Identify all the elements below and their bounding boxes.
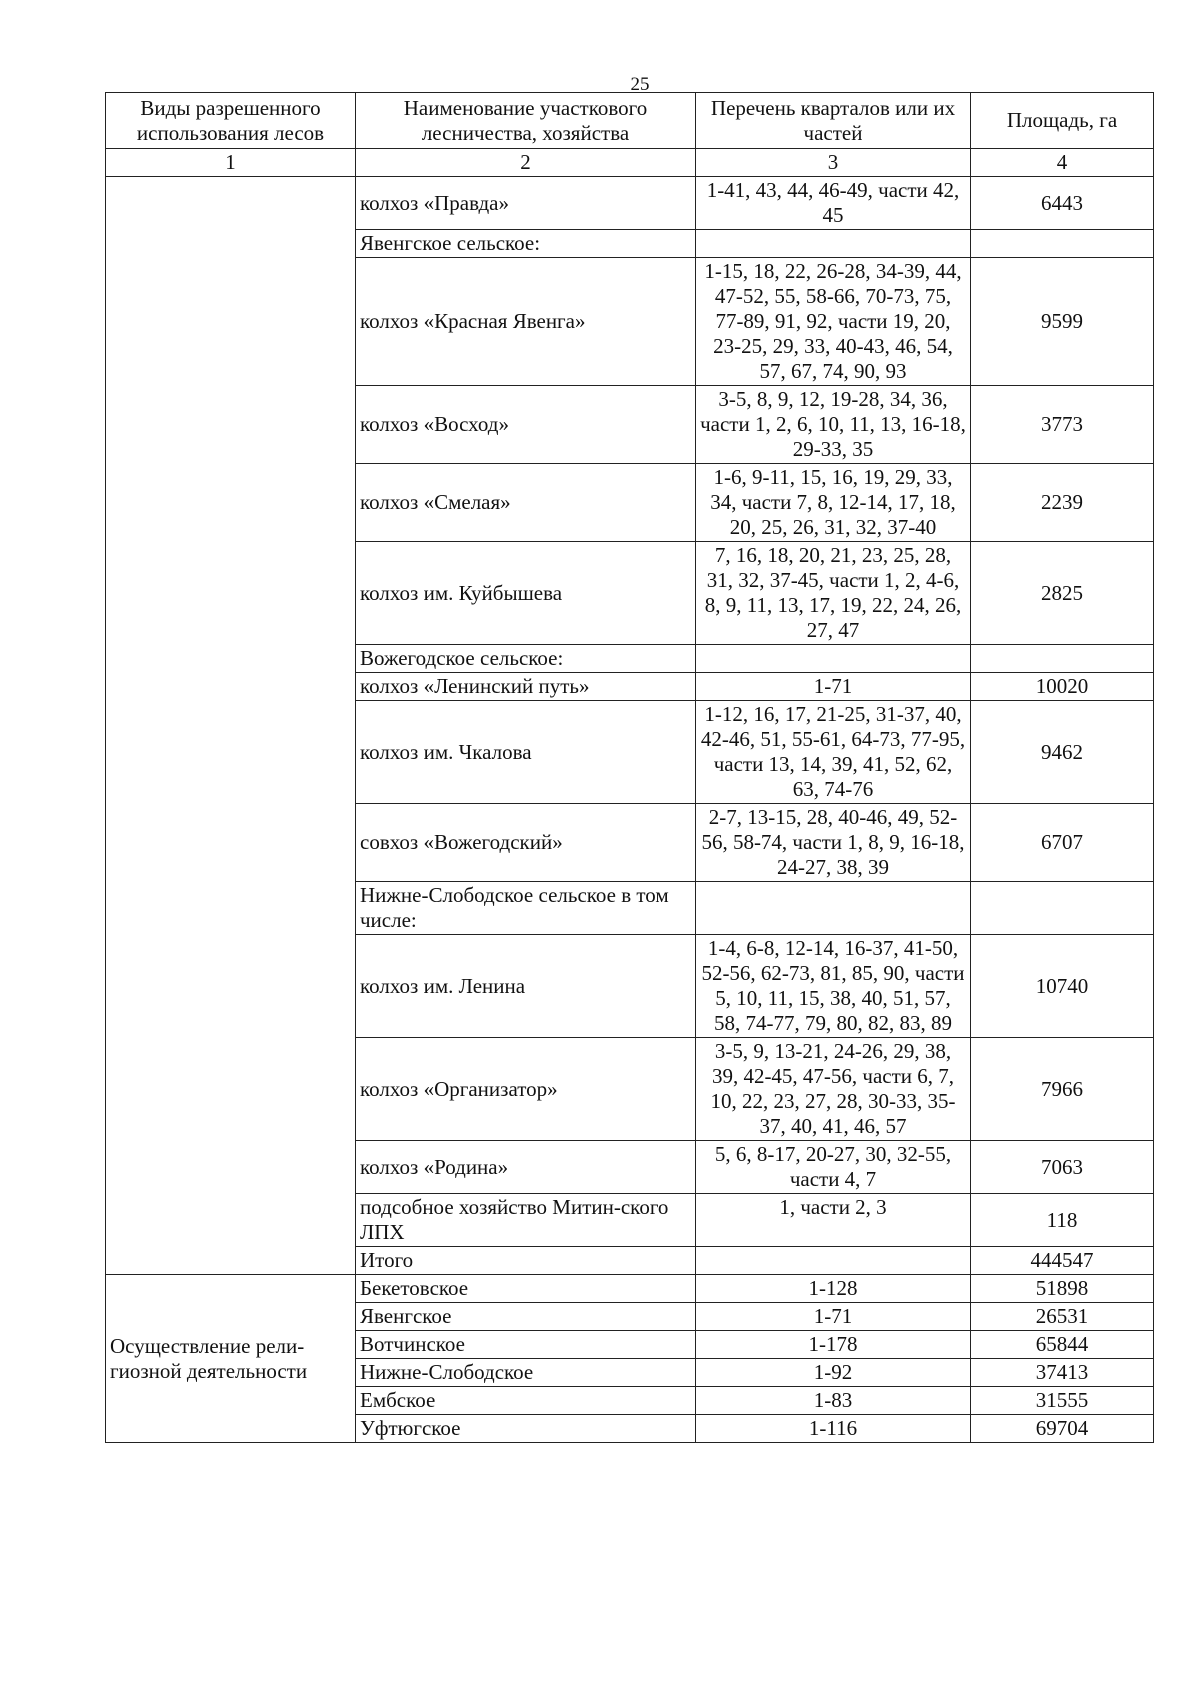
quarters-list: 1-41, 43, 44, 46-49, части 42, 45 xyxy=(696,177,971,230)
forestry-name: подсобное хозяйство Митин-ского ЛПХ xyxy=(356,1194,696,1247)
area-value: 6707 xyxy=(971,804,1154,882)
quarters-list: 1-15, 18, 22, 26-28, 34-39, 44, 47-52, 55, 58-66, 70-73, 75, 77-89, 91, 92, части 19, 20, 23-25, 29, 33, 40-43, 46, 54, 57, 67, 74, 90, 93 xyxy=(696,258,971,386)
quarters-list xyxy=(696,645,971,673)
area-value: 10740 xyxy=(971,935,1154,1038)
area-value: 51898 xyxy=(971,1275,1154,1303)
quarters-list: 7, 16, 18, 20, 21, 23, 25, 28, 31, 32, 37-45, части 1, 2, 4-6, 8, 9, 11, 13, 17, 19, 22, 24, 26, 27, 47 xyxy=(696,542,971,645)
area-value: 7966 xyxy=(971,1038,1154,1141)
forestry-name: Нижне-Слободское сельское в том числе: xyxy=(356,882,696,935)
table-row xyxy=(106,177,1154,230)
forestry-name: колхоз «Смелая» xyxy=(356,464,696,542)
quarters-list: 1-128 xyxy=(696,1275,971,1303)
forestry-name: Нижне-Слободское xyxy=(356,1359,696,1387)
forestry-name: Уфтюгское xyxy=(356,1415,696,1443)
quarters-list: 2-7, 13-15, 28, 40-46, 49, 52-56, 58-74, части 1, 8, 9, 16-18, 24-27, 38, 39 xyxy=(696,804,971,882)
area-value: 26531 xyxy=(971,1303,1154,1331)
quarters-list: 3-5, 8, 9, 12, 19-28, 34, 36, части 1, 2, 6, 10, 11, 13, 16-18, 29-33, 35 xyxy=(696,386,971,464)
forestry-name: Явенгское сельское: xyxy=(356,230,696,258)
quarters-list xyxy=(696,882,971,935)
area-value xyxy=(971,882,1154,935)
column-number: 4 xyxy=(971,149,1154,177)
quarters-list: 1-6, 9-11, 15, 16, 19, 29, 33, 34, части 7, 8, 12-14, 17, 18, 20, 25, 26, 31, 32, 37-40 xyxy=(696,464,971,542)
area-value: 2825 xyxy=(971,542,1154,645)
forestry-name: колхоз «Организатор» xyxy=(356,1038,696,1141)
quarters-list: 1, части 2, 3 xyxy=(696,1194,971,1247)
area-value: 2239 xyxy=(971,464,1154,542)
forestry-name: колхоз «Красная Явенга» xyxy=(356,258,696,386)
use-type-cell-empty xyxy=(106,177,356,1275)
area-value: 10020 xyxy=(971,673,1154,701)
table-row xyxy=(106,1275,1154,1303)
column-number: 3 xyxy=(696,149,971,177)
religious-use-label: Осуществление рели-гиозной деятельности xyxy=(106,1275,356,1443)
area-value: 9462 xyxy=(971,701,1154,804)
forestry-name: колхоз «Родина» xyxy=(356,1141,696,1194)
quarters-list: 5, 6, 8-17, 20-27, 30, 32-55, части 4, 7 xyxy=(696,1141,971,1194)
area-value: 9599 xyxy=(971,258,1154,386)
quarters-list xyxy=(696,230,971,258)
forestry-name: Вотчинское xyxy=(356,1331,696,1359)
header-forestry-name: Наименование участкового лесничества, хозяйства xyxy=(356,93,696,149)
quarters-list xyxy=(696,1247,971,1275)
forestry-name: Вожегодское сельское: xyxy=(356,645,696,673)
area-value: 65844 xyxy=(971,1331,1154,1359)
forest-use-table xyxy=(105,92,1154,1443)
header-row xyxy=(106,93,1154,149)
total-label: Итого xyxy=(356,1247,696,1275)
area-value: 31555 xyxy=(971,1387,1154,1415)
forestry-name: Бекетовское xyxy=(356,1275,696,1303)
quarters-list: 1-71 xyxy=(696,673,971,701)
forestry-name: колхоз им. Ленина xyxy=(356,935,696,1038)
forestry-name: колхоз «Восход» xyxy=(356,386,696,464)
area-value: 69704 xyxy=(971,1415,1154,1443)
area-value: 7063 xyxy=(971,1141,1154,1194)
column-number-row xyxy=(106,149,1154,177)
area-value: 3773 xyxy=(971,386,1154,464)
column-number: 1 xyxy=(106,149,356,177)
total-area-value: 444547 xyxy=(971,1247,1154,1275)
forestry-name: Ембское xyxy=(356,1387,696,1415)
quarters-list: 3-5, 9, 13-21, 24-26, 29, 38, 39, 42-45, 47-56, части 6, 7, 10, 22, 23, 27, 28, 30-33, 35-37, 40, 41, 46, 57 xyxy=(696,1038,971,1141)
forestry-name: колхоз «Правда» xyxy=(356,177,696,230)
forestry-name: совхоз «Вожегодский» xyxy=(356,804,696,882)
area-value: 37413 xyxy=(971,1359,1154,1387)
quarters-list: 1-178 xyxy=(696,1331,971,1359)
quarters-list: 1-12, 16, 17, 21-25, 31-37, 40, 42-46, 51, 55-61, 64-73, 77-95, части 13, 14, 39, 41, 52, 62, 63, 74-76 xyxy=(696,701,971,804)
quarters-list: 1-71 xyxy=(696,1303,971,1331)
forestry-name: Явенгское xyxy=(356,1303,696,1331)
quarters-list: 1-92 xyxy=(696,1359,971,1387)
forestry-name: колхоз им. Чкалова xyxy=(356,701,696,804)
header-quarters: Перечень кварталов или их частей xyxy=(696,93,971,149)
header-area: Площадь, га xyxy=(971,93,1154,149)
quarters-list: 1-4, 6-8, 12-14, 16-37, 41-50, 52-56, 62-73, 81, 85, 90, части 5, 10, 11, 15, 38, 40, 51, 57, 58, 74-77, 79, 80, 82, 83, 89 xyxy=(696,935,971,1038)
quarters-list: 1-83 xyxy=(696,1387,971,1415)
header-use-type: Виды разрешенного использования лесов xyxy=(106,93,356,149)
area-value xyxy=(971,230,1154,258)
forestry-name: колхоз «Ленинский путь» xyxy=(356,673,696,701)
area-value: 118 xyxy=(971,1194,1154,1247)
forestry-name: колхоз им. Куйбышева xyxy=(356,542,696,645)
area-value xyxy=(971,645,1154,673)
area-value: 6443 xyxy=(971,177,1154,230)
page-number: 25 xyxy=(630,74,650,95)
quarters-list: 1-116 xyxy=(696,1415,971,1443)
column-number: 2 xyxy=(356,149,696,177)
